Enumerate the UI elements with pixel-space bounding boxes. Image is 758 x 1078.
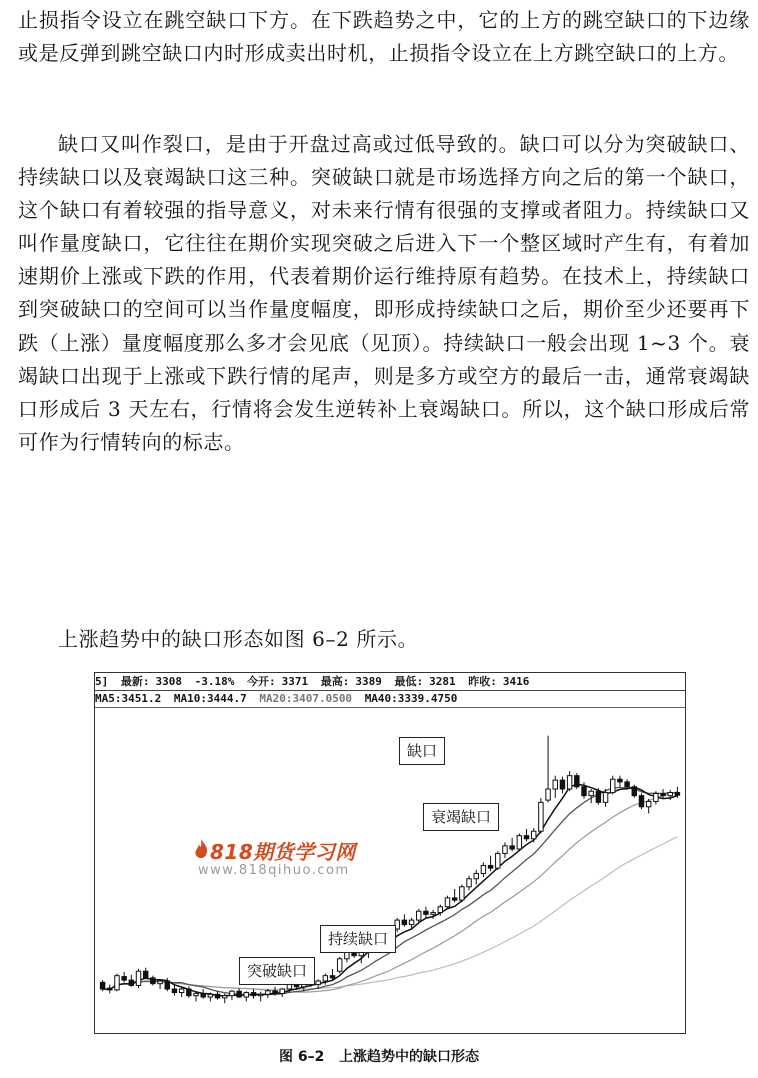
candle-body <box>266 991 270 995</box>
candle-body <box>237 991 241 997</box>
candle-body <box>244 993 248 997</box>
candle-body <box>143 971 147 978</box>
ma40-line <box>103 837 678 990</box>
candle-body <box>115 976 119 990</box>
candle-body <box>575 776 579 787</box>
candle-body <box>632 787 636 796</box>
candle-body <box>618 779 622 782</box>
prev-close-value: 3416 <box>502 675 530 688</box>
candle-body <box>503 846 507 854</box>
candle-body <box>316 981 320 985</box>
candle-body <box>639 796 643 807</box>
candle-body <box>194 993 198 995</box>
candle-body <box>611 779 615 792</box>
ma20-value: MA20:3407.0500 <box>259 692 353 705</box>
chart-plot <box>95 673 685 1033</box>
candle-body <box>287 985 291 989</box>
candle-body <box>230 991 234 995</box>
callout-breakaway-gap: 突破缺口 <box>239 957 315 985</box>
candle-body <box>258 994 262 995</box>
candle-body <box>136 971 140 985</box>
callout-continuation-gap: 持续缺口 <box>320 925 396 953</box>
candle-body <box>431 913 435 915</box>
candlestick-chart <box>94 672 686 1034</box>
candle-body <box>158 981 162 984</box>
candle-body <box>122 977 126 981</box>
ma10-line <box>103 787 678 995</box>
candle-body <box>460 887 464 900</box>
low-value: 3281 <box>429 675 456 688</box>
candle-body <box>553 780 557 789</box>
figure-caption <box>0 1046 758 1066</box>
candle-body <box>654 793 658 801</box>
change-value: -3.18% <box>194 675 235 688</box>
candle-body <box>524 836 528 839</box>
candle-body <box>560 780 564 789</box>
prev-close-label: 昨收: <box>468 675 497 688</box>
latest-value: 3308 <box>155 675 182 688</box>
candle-body <box>596 791 600 802</box>
candle-body <box>417 911 421 920</box>
chart-ma-header <box>95 690 685 708</box>
candle-body <box>539 802 543 831</box>
high-value: 3389 <box>355 675 382 688</box>
candle-body <box>172 989 176 993</box>
candle-body <box>488 865 492 868</box>
candle-body <box>273 991 277 994</box>
low-label: 最低: <box>394 675 424 688</box>
figure-number: 图 6–2 <box>279 1049 325 1065</box>
watermark-url: www.818qihuo.com <box>198 863 350 878</box>
figure-title: 上涨趋势中的缺口形态 <box>338 1049 479 1065</box>
candle-body <box>625 782 629 787</box>
candle-body <box>567 776 571 789</box>
candle-body <box>646 801 650 806</box>
candle-body <box>481 865 485 873</box>
candle-body <box>438 907 442 913</box>
flame-logo-icon <box>190 838 212 860</box>
ma5-value: MA5:3451.2 <box>95 692 162 705</box>
candle-body <box>187 989 191 996</box>
watermark-title: 818期货学习网 <box>210 840 356 864</box>
candle-body <box>452 898 456 900</box>
ma10-value: MA10:3444.7 <box>173 692 247 705</box>
candle-body <box>280 989 284 993</box>
candle-body <box>201 993 205 997</box>
candle-body <box>165 981 169 989</box>
candle-body <box>330 976 334 978</box>
candle-body <box>179 989 183 993</box>
candle-body <box>531 831 535 839</box>
candle-body <box>208 994 212 997</box>
candle-body <box>661 793 665 795</box>
candle-body <box>675 793 679 796</box>
candle-body <box>251 993 255 996</box>
paragraph-figure-intro: 上涨趋势中的缺口形态如图 6–2 所示。 <box>58 627 419 651</box>
candle-body <box>323 976 327 981</box>
latest-label: 最新: <box>120 675 150 688</box>
candle-body <box>467 879 471 887</box>
watermark <box>190 836 360 884</box>
candle-body <box>474 873 478 878</box>
candle-body <box>108 988 112 990</box>
candle-body <box>510 846 514 849</box>
candle-body <box>546 789 550 800</box>
candle-body <box>496 853 500 868</box>
chart-quote-header <box>95 673 685 691</box>
candle-body <box>337 959 341 971</box>
paragraph-gap-types: 缺口又叫作裂口，是由于开盘过高或过低导致的。缺口可以分为突破缺口、持续缺口以及衰竭缺口这三种。突破缺口就是市场选择方向之后的第一个缺口，这个缺口有着较强的指导意义，对未来行情有很强的支撑或者阻力。持续缺口又叫作量度缺口，它往往在期价实现突破之后进入下一个整区域时产生有，有着加速期价上涨或下跌的作用，代表着期价运行维持原有趋势。在技术上，持续缺口到突破缺口的空间可以当作量度幅度，即形成持续缺口之后，期价至少还要再下跌（上涨）量度幅度那么多才会见底（见顶）。持续缺口一般会出现 1~3 个。衰竭缺口出现于上涨或下跌行情的尾声，则是多方或空方的最后一击，通常衰竭缺口形成后 3 天左右，行情将会发生逆转补上衰竭缺口。所以，这个缺口形成后常可作为行情转向的标志。 <box>18 132 750 454</box>
chart-prefix: 5] <box>95 675 109 688</box>
candle-body <box>603 793 607 803</box>
open-value: 3371 <box>281 675 309 688</box>
candle-body <box>409 920 413 924</box>
paragraph-stop-loss: 止损指令设立在跳空缺口下方。在下跌趋势之中，它的上方的跳空缺口的下边缘或是反弹到跳空缺口内时形成卖出时机，止损指令设立在上方跳空缺口的上方。 <box>18 8 750 66</box>
candle-body <box>589 791 593 795</box>
open-label: 今开: <box>247 675 276 688</box>
candle-body <box>402 920 406 924</box>
candle-body <box>668 793 672 796</box>
candle-body <box>129 980 133 985</box>
candle-body <box>151 978 155 984</box>
candle-body <box>223 996 227 998</box>
high-label: 最高: <box>320 675 350 688</box>
callout-exhaustion-gap: 衰竭缺口 <box>423 803 499 831</box>
candle-body <box>215 994 219 998</box>
candle-body <box>445 898 449 907</box>
candle-body <box>582 787 586 796</box>
callout-gap: 缺口 <box>399 737 445 765</box>
ma5-line <box>103 784 678 996</box>
ma20-line <box>103 792 678 992</box>
candle-body <box>517 836 521 849</box>
candle-body <box>424 911 428 914</box>
ma40-value: MA40:3339.4750 <box>364 692 458 705</box>
candle-body <box>100 982 104 989</box>
